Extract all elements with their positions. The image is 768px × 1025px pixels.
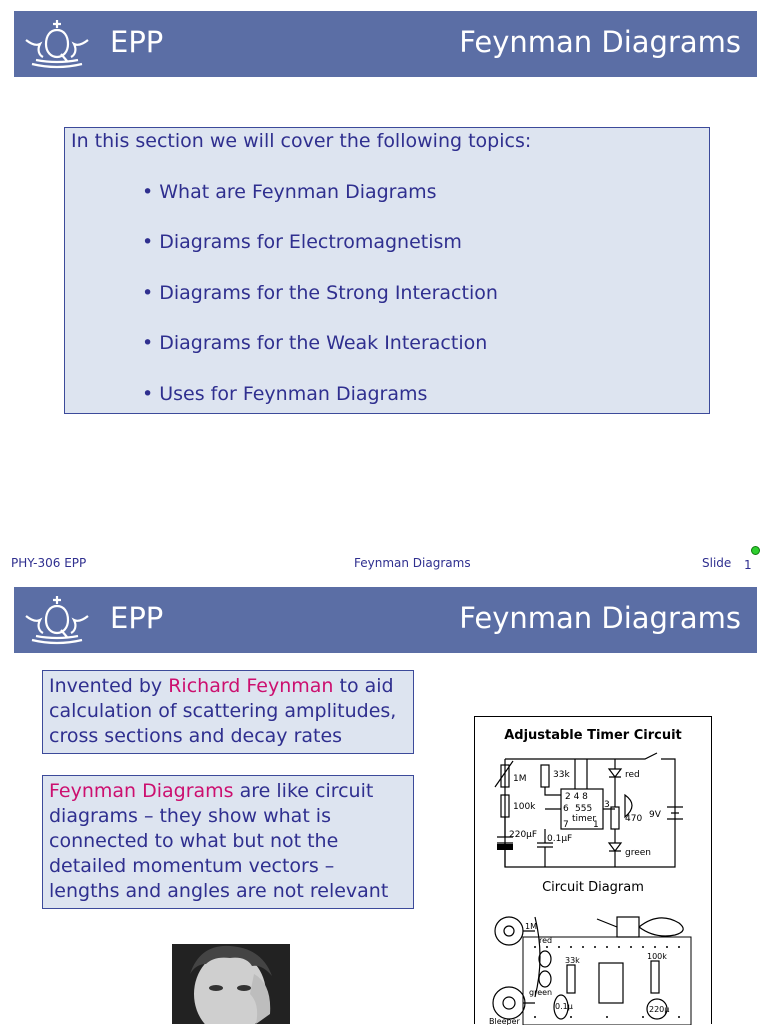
- topic-item: • Uses for Feynman Diagrams: [142, 383, 428, 405]
- slide2-header-banner: [14, 587, 757, 653]
- board-label-100k: 100k: [647, 952, 667, 961]
- box2-rest: are like circuit diagrams – they show what is connected to what but not the detailed momentum vectors – lengths and angles are not relevant: [49, 780, 389, 902]
- footer-slide-label: Slide: [702, 556, 732, 570]
- slide1-header-banner: [14, 11, 757, 77]
- topic-item: • Diagrams for Electromagnetism: [142, 231, 462, 253]
- box1-prefix: Invented by: [49, 675, 169, 697]
- crown-logo-icon: [24, 18, 90, 70]
- label-pin7: 7: [563, 820, 569, 830]
- label-chip-sub: timer: [572, 814, 597, 824]
- label-cap2: 0.1µF: [547, 834, 573, 844]
- topic-item: • Diagrams for the Strong Interaction: [142, 282, 498, 304]
- label-battery: 9V: [649, 810, 661, 820]
- invented-by-box: [42, 670, 414, 754]
- board-label-1m: 1M: [525, 922, 537, 931]
- feynman-diagrams-highlight: Feynman Diagrams: [49, 780, 234, 802]
- label-led-green: green: [625, 848, 651, 858]
- label-pin3: 3: [604, 800, 610, 810]
- crown-logo-icon: [24, 594, 90, 646]
- header-epp-label: EPP: [110, 601, 164, 635]
- label-r4: 470: [625, 814, 643, 824]
- portrait-image: [172, 944, 290, 1024]
- board-label-red: red: [539, 936, 553, 945]
- board-label-33k: 33k: [565, 956, 580, 965]
- board-label-01: 0.1µ: [555, 1002, 573, 1011]
- label-r2: 100k: [513, 802, 536, 812]
- label-chip-pins: 2 4 8: [565, 792, 588, 802]
- topics-intro: In this section we will cover the following topics:: [71, 130, 532, 152]
- board-label-cap: 220µ: [649, 1005, 670, 1014]
- status-dot-icon: [751, 546, 760, 555]
- richard-feynman-photo: [172, 944, 290, 1024]
- timer-circuit-image: [474, 716, 712, 1024]
- footer-slide-number: 1: [744, 558, 752, 572]
- label-r3: 33k: [553, 770, 570, 780]
- label-cap1: 220µF: [509, 830, 538, 840]
- header-title: Feynman Diagrams: [459, 25, 741, 59]
- header-title: Feynman Diagrams: [459, 601, 741, 635]
- topic-item: • What are Feynman Diagrams: [142, 181, 437, 203]
- box1-rest: to aid calculation of scattering amplitudes, cross sections and decay rates: [49, 675, 397, 747]
- board-label-green: green: [529, 988, 553, 997]
- header-epp-label: EPP: [110, 25, 164, 59]
- label-r1: 1M: [513, 774, 527, 784]
- circuit-caption: Circuit Diagram: [542, 880, 644, 895]
- label-pin1: 1: [593, 820, 599, 830]
- footer-course: PHY-306 EPP: [11, 556, 87, 570]
- richard-feynman-highlight: Richard Feynman: [168, 675, 334, 697]
- circuit-schematic: [475, 747, 711, 1025]
- label-chip-name: 555: [575, 804, 593, 814]
- topics-box: [64, 127, 710, 414]
- label-led-red: red: [625, 770, 640, 780]
- board-label-bleeper: Bleeper: [489, 1017, 520, 1025]
- circuit-analogy-box: [42, 775, 414, 909]
- label-pin6: 6: [563, 804, 569, 814]
- circuit-title: Adjustable Timer Circuit: [504, 728, 682, 743]
- footer-title: Feynman Diagrams: [354, 556, 471, 570]
- topic-item: • Diagrams for the Weak Interaction: [142, 332, 488, 354]
